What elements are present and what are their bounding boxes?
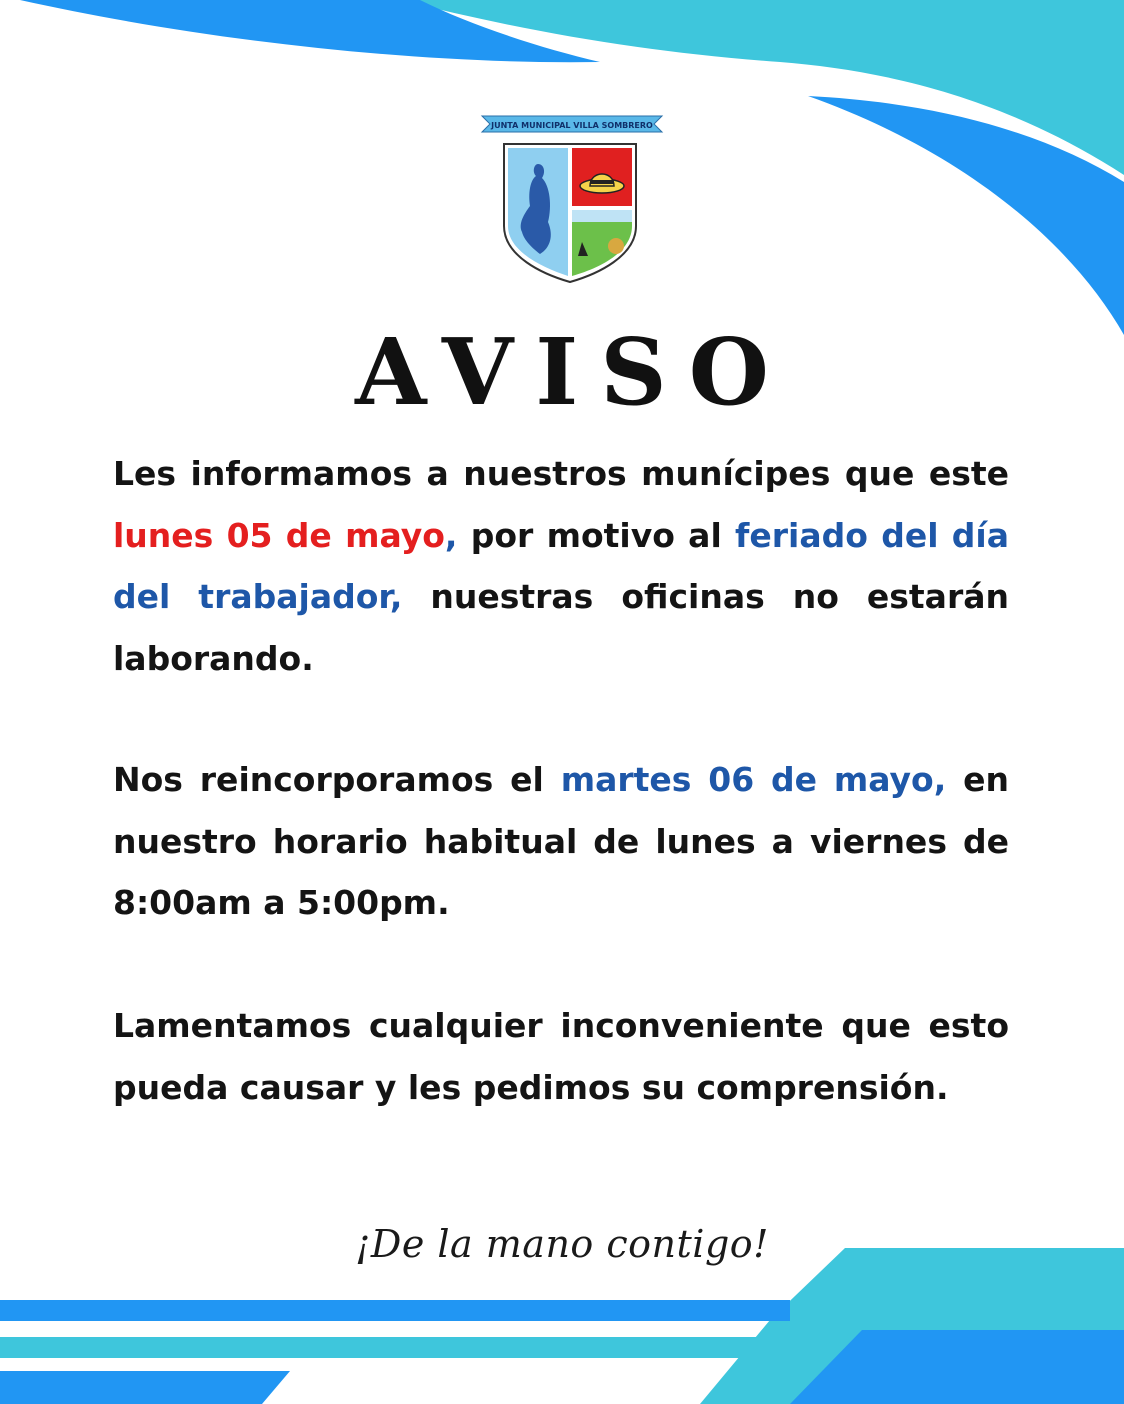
notice-paragraph-closure bbox=[113, 443, 1009, 689]
page-title: AVISO bbox=[355, 318, 791, 426]
crest-ribbon-text: JUNTA MUNICIPAL VILLA SOMBRERO bbox=[491, 121, 653, 130]
holiday-name-highlight: feriado del día del trabajador, bbox=[113, 515, 1009, 616]
municipal-crest-logo bbox=[478, 106, 668, 288]
closure-date-comma: , bbox=[444, 515, 458, 555]
closure-text-end: nuestras oficinas no estarán laborando. bbox=[113, 577, 1009, 678]
slogan-signature: ¡De la mano contigo! bbox=[355, 1222, 769, 1266]
bottom-stripe-1 bbox=[0, 1300, 790, 1321]
closure-date-highlight: lunes 05 de mayo bbox=[113, 515, 445, 555]
notice-paragraph-reopening bbox=[113, 749, 1009, 934]
reopening-schedule-text: en nuestro horario habitual de lunes a viernes de 8:00am a 5:00pm. bbox=[113, 760, 1009, 922]
closure-text-intro: Les informamos a nuestros munícipes que este bbox=[113, 454, 1009, 493]
bottom-stripe-2 bbox=[0, 1337, 775, 1358]
reopening-text-intro: Nos reincorporamos el bbox=[113, 760, 561, 799]
notice-paragraph-apology: Lamentamos cualquier inconveniente que esto pueda causar y les pedimos su comprensión. bbox=[113, 1006, 1009, 1107]
bottom-stripe-3 bbox=[0, 1371, 290, 1404]
reopening-date-highlight: martes 06 de mayo, bbox=[560, 760, 947, 799]
closure-text-reason: por motivo al bbox=[457, 515, 736, 555]
